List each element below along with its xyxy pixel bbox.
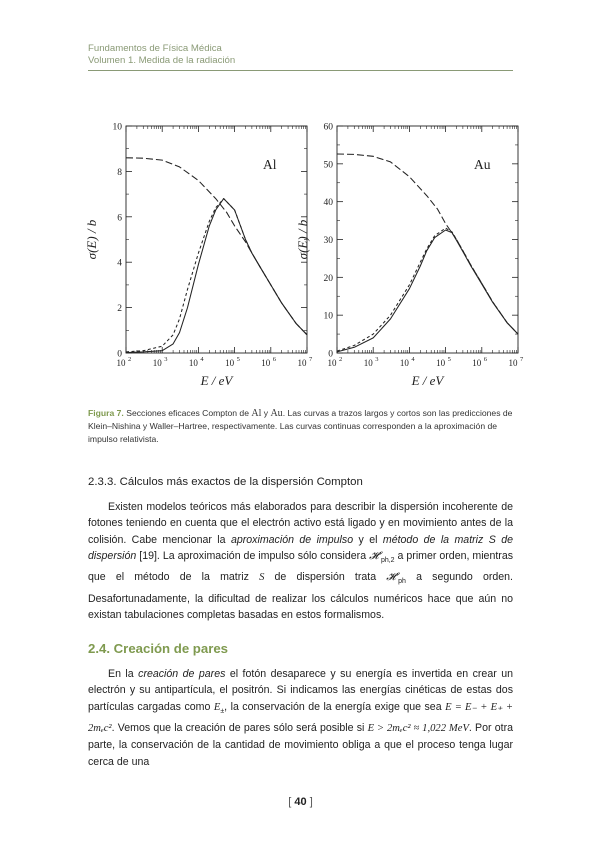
caption-symbol-al: Al (251, 408, 262, 419)
para2-text-1: En la (108, 668, 139, 680)
series-solid (337, 230, 518, 352)
caption-symbol-au: Au (270, 408, 283, 419)
subsection-title: 2.3.3. Cálculos más exactos de la dispersión Compton (88, 476, 363, 488)
caption-text-c: . Las curvas a trazos largos y cortos son las predicciones de Klein–Nishina y Waller–Hartree, respectivamente. Las curvas continuas corresponden a la aproximación de impulso relativista. (88, 408, 513, 444)
x-tick-exponent: 7 (520, 356, 524, 363)
x-tick-exponent: 6 (483, 356, 488, 363)
caption-label: Figura 7. (88, 408, 124, 418)
series-short-dash (337, 228, 518, 351)
x-tick-exponent: 4 (200, 356, 204, 363)
y-tick-label: 50 (323, 160, 333, 171)
running-header (88, 43, 235, 67)
y-tick-label: 0 (328, 349, 333, 360)
x-tick-label: 10 (363, 358, 373, 368)
para2-text-3: , la conservación de la energía exige que sea (224, 700, 446, 713)
caption-text-a: Secciones eficaces Compton de (123, 408, 252, 418)
y-tick-label: 4 (117, 258, 122, 269)
para2-term-pair: creación de pares (138, 668, 226, 680)
y-tick-label: 0 (117, 349, 122, 360)
page-bracket-right: ] (309, 796, 313, 808)
caption-text-b: y (261, 408, 271, 418)
y-tick-label: 10 (323, 311, 333, 322)
paragraph-pair-creation (88, 666, 513, 770)
chart-au-svg (297, 118, 557, 393)
x-tick-exponent: 3 (375, 356, 379, 363)
x-tick-exponent: 2 (128, 356, 132, 363)
para1-term-smatrix: método de la matriz S de dispersión (88, 533, 513, 562)
plot-frame (126, 126, 307, 353)
x-tick-label: 10 (116, 358, 126, 368)
y-axis-label: σ(E) / b (84, 219, 99, 260)
x-tick-exponent: 7 (309, 356, 313, 363)
series-short-dash (126, 199, 307, 352)
y-tick-label: 20 (323, 273, 333, 284)
para1-text-5: de dispersión trata (264, 571, 387, 584)
y-tick-label: 2 (117, 304, 122, 315)
para1-hamiltonian-1: 𝓗′ (369, 550, 381, 562)
header-divider (88, 70, 513, 71)
header-book-title: Fundamentos de Física Médica (88, 43, 222, 54)
x-tick-label: 10 (472, 358, 482, 368)
para1-hamiltonian-1-sub: ph,2 (380, 557, 395, 564)
x-tick-exponent: 6 (272, 356, 277, 363)
plot-frame (337, 126, 518, 353)
paragraph-compton (88, 499, 513, 623)
y-tick-label: 40 (323, 198, 333, 209)
x-tick-exponent: 5 (447, 356, 451, 363)
para1-text-2: y el (353, 533, 383, 546)
page-number (0, 796, 601, 808)
x-tick-label: 10 (225, 358, 235, 368)
x-tick-exponent: 5 (236, 356, 240, 363)
x-tick-exponent: 2 (339, 356, 343, 363)
para2-math-e-sub: ± (220, 707, 225, 715)
para2-text-5: . Por otra parte, la conservación de la cantidad de movimiento obliga a que el proceso tenga lugar cerca de una (88, 722, 513, 768)
x-axis-label: E / eV (411, 373, 444, 388)
y-tick-label: 8 (117, 167, 122, 178)
y-tick-label: 10 (112, 122, 122, 133)
x-tick-exponent: 3 (164, 356, 168, 363)
x-axis-label: E / eV (200, 373, 233, 388)
x-tick-label: 10 (508, 358, 518, 368)
para2-math-e: E (213, 701, 221, 713)
para2-math-threshold: E > 2mₑc² ≈ 1,022 MeV (367, 723, 469, 734)
x-tick-exponent: 4 (411, 356, 415, 363)
para1-text-1: Existen modelos teóricos más elaborados para describir la dispersión incoherente de fotones teniendo en cuenta que el electrón activo está ligado y en movimiento antes de la colisión. Cabe mencionar la (88, 501, 513, 546)
panel-label: Al (263, 157, 277, 172)
para1-term-impulse: aproximación de impulso (230, 533, 354, 546)
para2-math-energy: E = E₋ + E₊ + 2mₑc² (88, 701, 514, 734)
x-tick-label: 10 (188, 358, 198, 368)
series-solid (126, 199, 307, 353)
para1-text-6: a segundo orden. Desafortunadamente, la dificultad de realizar los cálculos numéricos hace que aún no existan tabulaciones completas basadas en estos formalismos. (88, 571, 513, 621)
x-tick-label: 10 (261, 358, 271, 368)
x-tick-label: 10 (327, 358, 337, 368)
x-tick-label: 10 (436, 358, 446, 368)
series-long-dash (337, 154, 518, 334)
page-bracket-left: [ (288, 796, 292, 808)
section-title: 2.4. Creación de pares (88, 641, 229, 656)
figure-caption (88, 407, 513, 446)
para1-hamiltonian-2: 𝓗′ (386, 572, 399, 584)
x-tick-label: 10 (399, 358, 409, 368)
y-axis-label: σ(E) / b (295, 219, 310, 260)
x-tick-label: 10 (297, 358, 307, 368)
para2-text-2: el fotón desaparece y su energía es invertida en crear un electrón y su antipartícula, el positrón. Si indicamos las energías cinéticas de estas dos partículas cargadas como (88, 668, 513, 713)
y-tick-label: 60 (323, 122, 333, 133)
page-number-value: 40 (294, 796, 307, 808)
header-volume-title: Volumen 1. Medida de la radiación (88, 55, 236, 66)
para1-text-4: a primer orden, mientras que el método de la matriz (88, 549, 514, 584)
panel-label: Au (474, 157, 491, 172)
chart-au (297, 118, 557, 393)
para1-symbol-s: S (259, 572, 265, 584)
x-tick-label: 10 (152, 358, 162, 368)
y-tick-label: 30 (323, 236, 333, 246)
para1-text-3: [19]. La aproximación de impulso sólo considera (136, 549, 370, 562)
para1-hamiltonian-2-sub: ph (398, 578, 406, 586)
y-tick-label: 6 (117, 213, 122, 224)
series-long-dash (126, 158, 307, 335)
para2-text-4: . Vemos que la creación de pares sólo será posible si (111, 722, 368, 734)
